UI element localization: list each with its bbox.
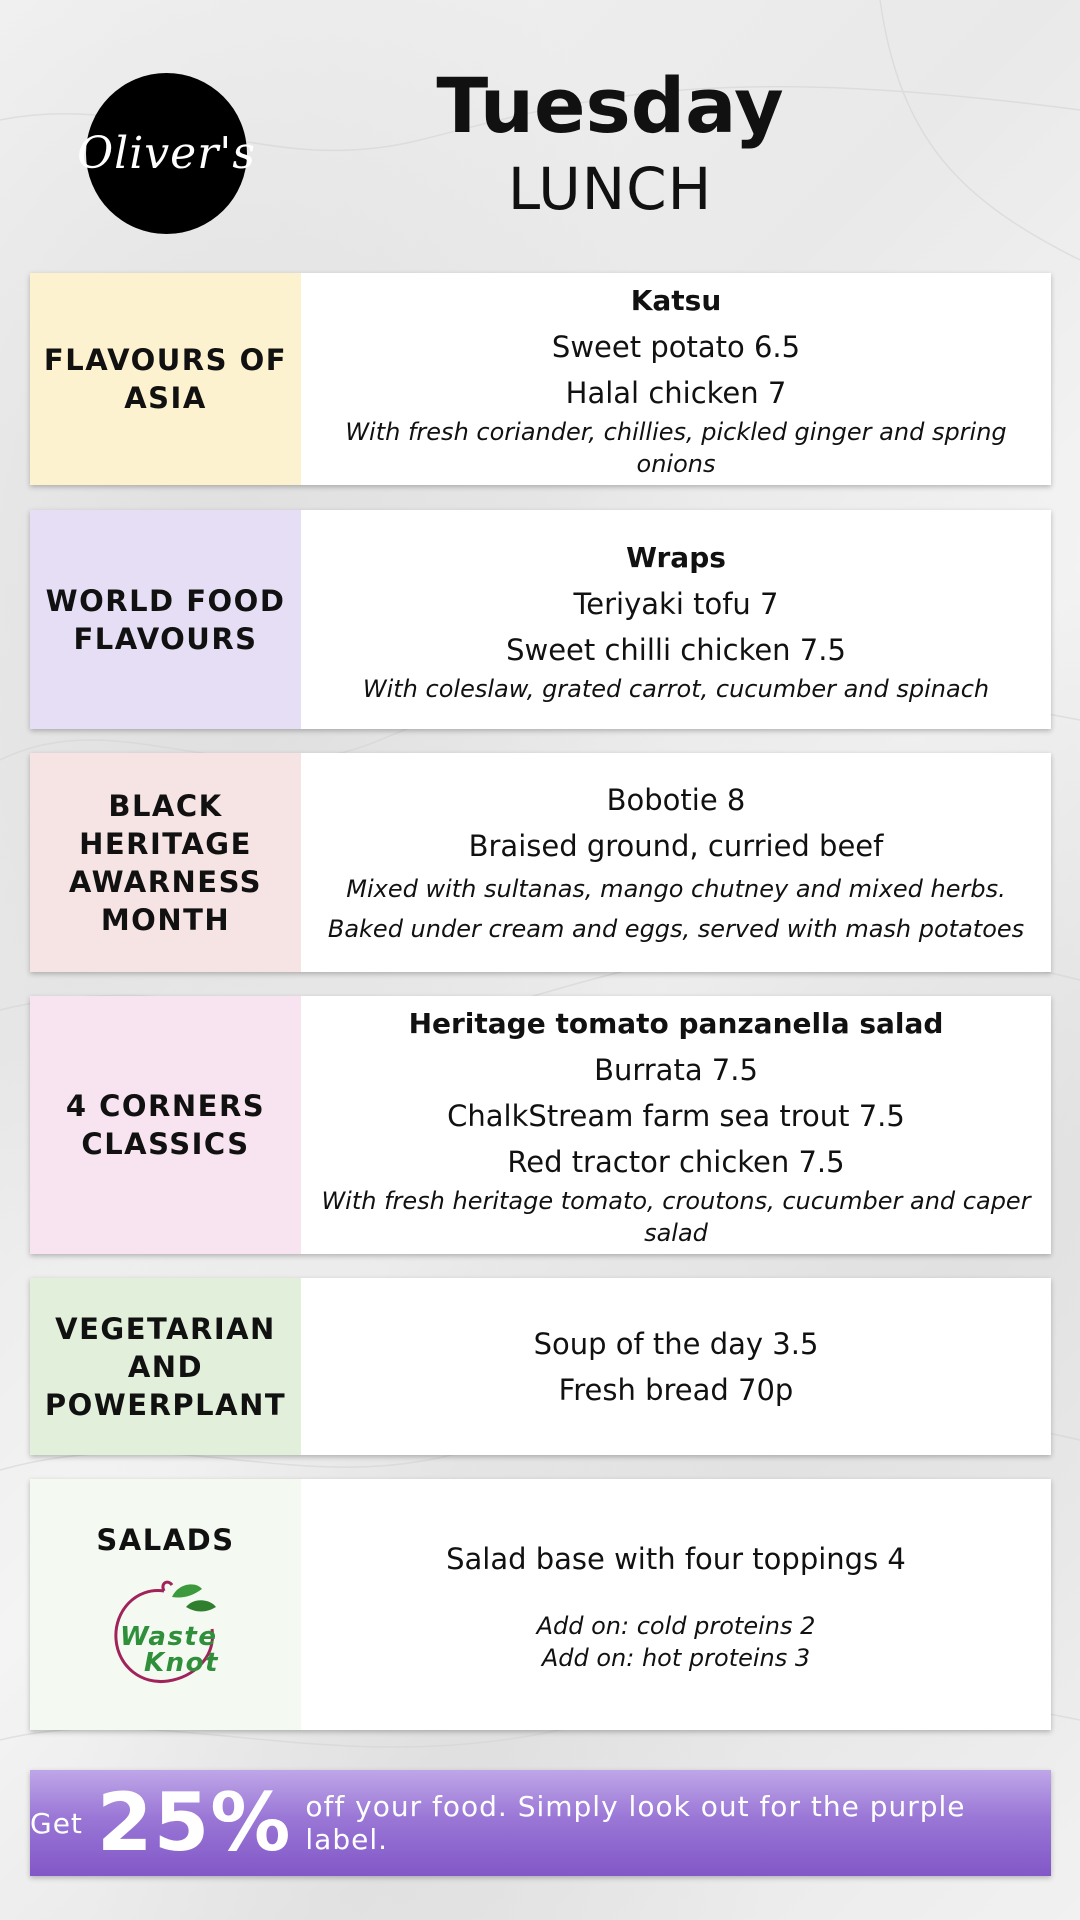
menu-section-vegetarian	[30, 1278, 1051, 1455]
olivers-logo	[77, 73, 256, 234]
category-label	[30, 273, 301, 485]
dish-description: With fresh heritage tomato, croutons, cucumber and caper salad	[321, 1187, 1031, 1247]
dish-description: With fresh coriander, chillies, pickled ginger and spring onions	[345, 418, 1007, 478]
category-text: 4 CORNERS CLASSICS	[65, 1089, 266, 1161]
menu-content	[301, 510, 1051, 729]
menu-item: Red tractor chicken 7.5	[507, 1145, 845, 1179]
promo-banner	[30, 1770, 1051, 1876]
menu-section-flavours-of-asia	[30, 273, 1051, 485]
category-text: FLAVOURS OF ASIA	[43, 343, 288, 415]
menu-content	[301, 753, 1051, 972]
meal-title: LUNCH	[507, 155, 713, 223]
dish-description: Baked under cream and eggs, served with mash potatoes	[327, 914, 1025, 943]
menu-section-salads	[30, 1479, 1051, 1730]
menu-content	[301, 996, 1051, 1254]
category-label	[30, 1278, 301, 1455]
dish-description: Mixed with sultanas, mango chutney and mixed herbs.	[346, 874, 1006, 903]
waste-knot-logo	[106, 1577, 226, 1689]
menu-item: Bobotie 8	[606, 782, 746, 817]
menu-item: Soup of the day 3.5	[533, 1326, 819, 1361]
menu-section-4-corners-classics	[30, 996, 1051, 1254]
category-label	[30, 753, 301, 972]
menu-item: Sweet chilli chicken 7.5	[506, 632, 846, 667]
day-title: Tuesday	[436, 61, 784, 150]
menu-content	[301, 273, 1051, 485]
menu-content	[301, 1479, 1051, 1730]
category-text: BLACK HERITAGE AWARNESS MONTH	[68, 788, 263, 937]
category-label	[30, 1479, 301, 1730]
category-text: SALADS	[96, 1522, 235, 1557]
menu-item: Teriyaki tofu 7	[573, 586, 779, 621]
menu-section-black-heritage	[30, 753, 1051, 972]
category-label	[30, 996, 301, 1254]
add-on-note: Add on: hot proteins 3	[541, 1643, 811, 1672]
menu-item: Halal chicken 7	[565, 376, 787, 410]
category-label	[30, 510, 301, 729]
menu-item: Fresh bread 70p	[558, 1372, 794, 1407]
menu-section-world-food-flavours	[30, 510, 1051, 729]
svg-text:Knot: Knot	[143, 1647, 219, 1678]
menu-item: Braised ground, curried beef	[468, 828, 884, 863]
category-text: WORLD FOOD FLAVOURS	[45, 583, 286, 656]
dish-title: Heritage tomato panzanella salad	[408, 1007, 944, 1040]
menu-content	[301, 1278, 1051, 1455]
svg-text:Waste: Waste	[119, 1621, 217, 1652]
promo-discount: 25%	[96, 1776, 292, 1869]
logo-text: Oliver's	[77, 128, 256, 179]
promo-post-text: off your food. Simply look out for the purple label.	[305, 1790, 966, 1856]
promo-pre-text: Get	[30, 1806, 83, 1840]
menu-item: Burrata 7.5	[594, 1053, 758, 1087]
menu-item: Salad base with four toppings 4	[446, 1541, 906, 1576]
dish-description: With coleslaw, grated carrot, cucumber and spinach	[362, 674, 990, 703]
dish-title: Katsu	[630, 284, 722, 317]
category-text: VEGETARIAN AND POWERPLANT	[44, 1311, 287, 1422]
menu-item: ChalkStream farm sea trout 7.5	[447, 1099, 905, 1133]
dish-title: Wraps	[626, 540, 726, 574]
add-on-note: Add on: cold proteins 2	[536, 1611, 816, 1640]
menu-item: Sweet potato 6.5	[551, 330, 801, 364]
